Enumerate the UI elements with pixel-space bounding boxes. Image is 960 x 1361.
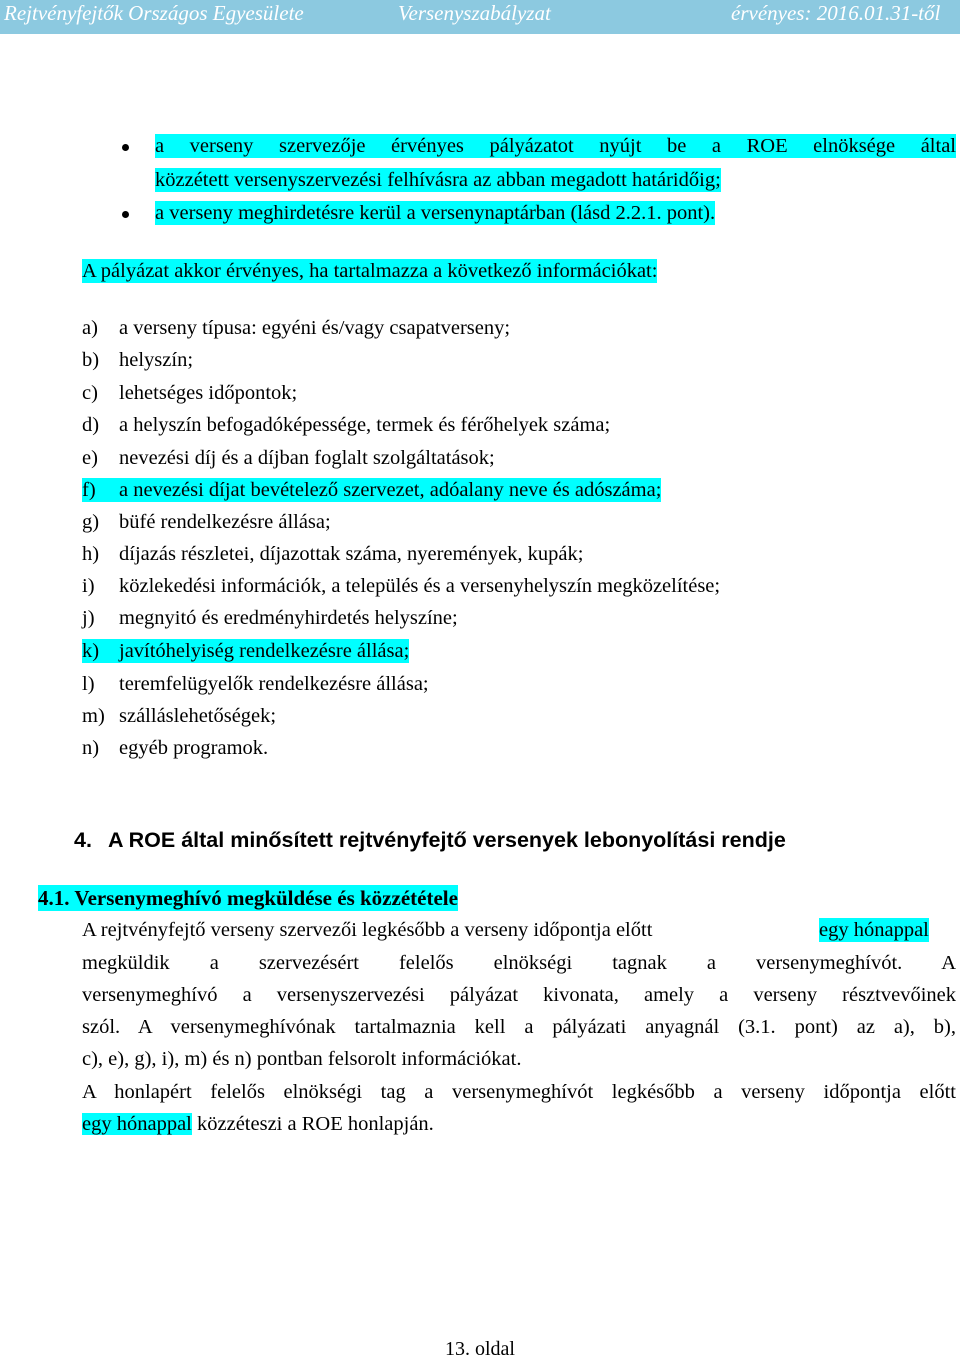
bullet-1-line-2: közzétett versenyszervezési felhívásra az abban megadott határidőig; [155, 169, 721, 191]
item-text: megnyitó és eredményhirdetés helyszíne; [119, 607, 458, 629]
item-text: a nevezési díjat bevételező szervezet, adóalany neve és adószáma; [119, 479, 662, 501]
text-run: közzéteszi a ROE honlapján. [191, 1113, 434, 1135]
item-label: a) [82, 317, 98, 339]
intro-paragraph: A pályázat akkor érvényes, ha tartalmazza a következő információkat: [82, 260, 658, 282]
item-label: m) [82, 705, 105, 727]
item-text: egyéb programok. [119, 737, 269, 759]
paragraph-1-line-3: versenymeghívó a versenyszervezési pályázat kivonata, amely a verseny résztvevőinek [82, 984, 956, 1006]
section-4-1-heading: 4.1. Versenymeghívó megküldése és közzététele [38, 886, 458, 910]
item-text: helyszín; [119, 349, 194, 371]
item-label: f) [82, 478, 119, 502]
item-text: szálláslehetőségek; [119, 705, 277, 727]
text-run: A rejtvényfejtő verseny szervezői legkésőbb a verseny időpontja előtt [82, 919, 653, 941]
highlight-one-month: egy hónappal [82, 1113, 192, 1135]
bullet-icon [122, 211, 129, 218]
item-text: közlekedési információk, a település és a versenyhelyszín megközelítése; [119, 575, 721, 597]
paragraph-2-line-1: A honlapért felelős elnökségi tag a versenymeghívót legkésőbb a verseny időpontja előtt [82, 1081, 956, 1103]
bullet-icon [122, 144, 129, 151]
item-text: teremfelügyelők rendelkezésre állása; [119, 673, 429, 695]
section-4-heading [74, 826, 786, 854]
item-label: g) [82, 511, 100, 533]
item-label: b) [82, 349, 100, 371]
header-validity: érvényes: 2016.01.31-től [731, 1, 941, 25]
item-label: h) [82, 543, 100, 565]
item-text: lehetséges időpontok; [119, 382, 298, 404]
item-label: j) [82, 607, 95, 629]
item-text: a verseny típusa: egyéni és/vagy csapatverseny; [119, 317, 511, 339]
item-text: díjazás részletei, díjazottak száma, nyeremények, kupák; [119, 543, 584, 565]
paragraph-1-line-4: szól. A versenymeghívónak tartalmaznia kell a pályázati anyagnál (3.1. pont) az a), b), [82, 1016, 956, 1038]
item-label: i) [82, 575, 95, 597]
highlight-one-month: egy hónappal [819, 919, 929, 941]
item-text: a helyszín befogadóképessége, termek és férőhelyek száma; [119, 414, 611, 436]
item-label: d) [82, 414, 100, 436]
bullet-2: a verseny meghirdetésre kerül a versenynaptárban (lásd 2.2.1. pont). [155, 202, 716, 224]
item-text: büfé rendelkezésre állása; [119, 511, 331, 533]
item-text: javítóhelyiség rendelkezésre állása; [119, 640, 410, 662]
paragraph-2-line-2 [82, 1112, 434, 1136]
paragraph-1-line-1 [82, 918, 652, 942]
header-document-title: Versenyszabályzat [398, 1, 551, 25]
paragraph-1-line-5: c), e), g), i), m) és n) pontban felsorolt információkat. [82, 1048, 522, 1070]
section-number: 4. [74, 828, 92, 852]
page-header [0, 0, 960, 34]
item-label: n) [82, 737, 100, 759]
section-title: A ROE által minősített rejtvényfejtő versenyek lebonyolítási rendje [107, 828, 786, 852]
item-label: k) [82, 639, 119, 663]
bullet-1-line-1: a verseny szervezője érvényes pályázatot nyújt be a ROE elnöksége által [155, 135, 956, 157]
item-label: l) [82, 673, 95, 695]
paragraph-1-line-2: megküldik a szervezésért felelős elnökségi tagnak a versenymeghívót. A [82, 952, 956, 974]
item-label: e) [82, 447, 98, 469]
item-label: c) [82, 382, 98, 404]
item-text: nevezési díj és a díjban foglalt szolgáltatások; [119, 447, 495, 469]
page-number: 13. oldal [445, 1338, 515, 1360]
header-organization: Rejtvényfejtők Országos Egyesülete [4, 1, 304, 25]
